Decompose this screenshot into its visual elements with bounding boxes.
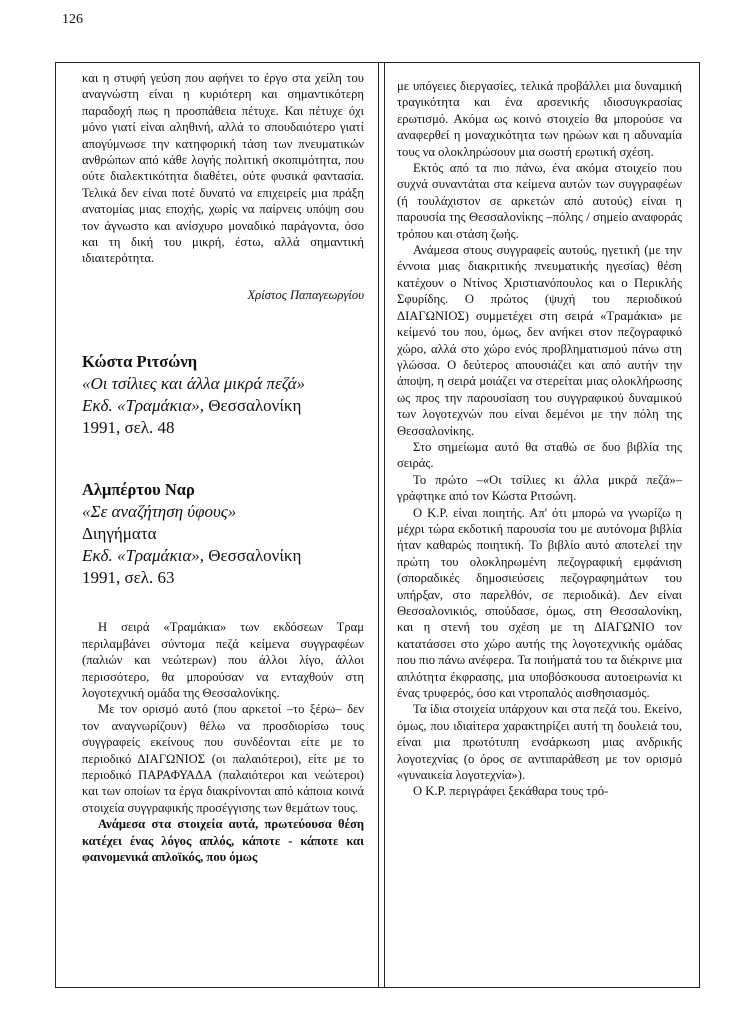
review-signature: Χρίστος Παπαγεωργίου [247, 287, 364, 302]
book-title: «Σε αναζήτηση ύφους» [82, 502, 237, 522]
body-paragraph: Στο σημείωμα αυτό θα σταθώ σε δυο βιβλία της σειράς. [397, 439, 682, 471]
book-publisher [82, 395, 364, 417]
publisher-city: , Θεσσαλονίκη [199, 546, 302, 566]
body-paragraph: Η σειρά «Τραμάκια» των εκδόσεων Τραμ περιλαμβάνει σύντομα πεζά κείμενα συγγραφέων (παλιών και νεώτερων) που άλλοι λίγο, άλλοι περισσότερο, θα μπορούσαν να ενταχθούν στη λογοτεχνική ομάδα της Θεσσαλονίκης. [82, 620, 364, 700]
column-divider-inner [384, 62, 385, 988]
body-paragraph: με υπόγειες διεργασίες, τελικά προβάλλει μια δυναμική τραγικότητα και ένα αρσενικής ιδιοσυγκρασίας ερωτισμό. Ακόμα ως κοινό στοιχείο θα μπορούσε να αναφερθεί η μοναχικότητα των ηρώων και η αδυναμία τους να ολοκληρώσουν μια σωστή ερωτική σχέση. [397, 79, 682, 159]
book-publisher [82, 545, 364, 567]
publisher-name: Εκδ. «Τραμάκια» [82, 546, 200, 566]
body-paragraph: Με τον ορισμό αυτό (που αρκετοί –το ξέρω– δεν τον αναγνωρίζουν) θέλω να προσδιορίσω τους συγγραφείς εκείνους που συνδέονται είτε με το περιοδικό ΔΙΑΓΩΝΙΟΣ (οι παλαιότεροι), είτε με το περιοδικό ΠΑΡΑΦΥΑΔΑ (παλαιότεροι και νεώτεροι) και των οποίων τα έργα διακρίνονται από κάποια κοινά στοιχεία συγγραφικής προσέγγισης των θεμάτων τους. [82, 702, 364, 815]
body-paragraph: Το πρώτο –«Οι τσίλιες κι άλλα μικρά πεζά»– γράφτηκε από τον Κώστα Ριτσώνη. [397, 472, 682, 504]
page-number: 126 [62, 12, 83, 27]
book-author: Κώστα Ριτσώνη [82, 352, 198, 372]
book-title: «Οι τσίλιες και άλλα μικρά πεζά» [82, 374, 306, 394]
book-year-pages: 1991, σελ. 63 [82, 568, 175, 588]
body-paragraph: Ο Κ.Ρ. είναι ποιητής. Απ' ότι μπορώ να γνωρίζω η μέχρι τώρα εκδοτική παρουσία του με αυτόνομα βιβλία ήταν καθαρώς ποιητική. Το βιβλίο αυτό αποτελεί την πρώτη του ολοκληρωμένη πεζογραφική εμφάνιση (σποραδικές δημοσιεύσεις πεζογραφημάτων του υπήρξαν, στο παρελθόν, σε περιοδικά). Δεν είναι Θεσσαλονικιός, σπούδασε, όμως, στη Θεσσαλονίκη, και η στενή του σχέση με τη ΔΙΑΓΩΝΙΟ τον κατατάσσει στο χώρο αυτής της λογοτεχνικής ομάδας που πιο πάνω ανέφερα. Τα ποιήματά του τα διέκρινε μια απλότητα έκφρασης, μια υποβόσκουσα αυτοειρωνία κι ένας τρυφερός, όσο και ντροπαλός αισθησιασμός. [397, 505, 682, 701]
book-genre: Διηγήματα [82, 524, 157, 544]
book-entry-2 [82, 479, 364, 589]
book-author: Αλμπέρτου Ναρ [82, 480, 195, 500]
body-paragraph: Εκτός από τα πιο πάνω, ένα ακόμα στοιχείο που συχνά συναντάται στα κείμενα αυτών των συγγραφέων (ή τουλάχιστον σε αρκετών από αυτούς) είναι η παρουσία της Θεσσαλονίκης –πόλης / σημείο αναφοράς τρόπου και στάση ζωής. [397, 161, 682, 241]
body-paragraph: Τα ίδια στοιχεία υπάρχουν και στα πεζά του. Εκείνο, όμως, που ιδιαίτερα χαρακτηρίζει αυτή τη δουλειά του, είναι μια πρωτότυπη ενσάρκωση μιας ανδρικής λογοτεχνίας (ο όρος σε αντιπαράθεση με τον ορισμό «γυναικεία λογοτεχνία»). [397, 702, 682, 783]
body-paragraph: Ανάμεσα στα στοιχεία αυτά, πρωτεύουσα θέση κατέχει ένας λόγος απλός, κάποτε - κάποτε και φαινομενικά απλοϊκός, που όμως [82, 817, 364, 864]
left-column [82, 70, 364, 865]
body-paragraph: Ο Κ.Ρ. περιγράφει ξεκάθαρα τους τρό- [413, 784, 609, 799]
column-divider [378, 62, 379, 988]
body-paragraph: Ανάμεσα στους συγγραφείς αυτούς, ηγετική (με την έννοια μιας διακριτικής πνευματικής ηγεσίας) θέση κατέχουν ο Ντίνος Χριστιανόπουλος και ο Περικλής Σφυρίδης. Ο πρώτος (ψυχή του περιοδικού ΔΙΑΓΩΝΙΟΣ) συμμετέχει στη σειρά «Τραμάκια» με κείμενό του που, όμως, δεν ανήκει στον πεζογραφικό χώρο, αλλά στο χώρο ενός προβληματισμού πάνω στη γλώσσα. Ο δεύτερος απουσιάζει και από αυτήν την άποψη, η σειρά μοιάζει να στερείται μιας ολοκλήρωσης ως προς την παρουσίαση του συγγραφικού δυναμικού των λογοτεχνών που είναι δεμένοι με την πόλη της Θεσσαλονίκης. [397, 243, 682, 438]
right-column [397, 78, 682, 800]
publisher-city: , Θεσσαλονίκη [199, 396, 302, 416]
book-entry-1 [82, 351, 364, 439]
publisher-name: Εκδ. «Τραμάκια» [82, 396, 200, 416]
book-year-pages: 1991, σελ. 48 [82, 418, 175, 438]
review-body [82, 619, 364, 865]
review-paragraph: και η στυφή γεύση που αφήνει το έργο στα χείλη του αναγνώστη είναι η κυριότερη και σημαντικότερη παραδοχή πως η προσπάθεια πέτυχε. Και πέτυχε όχι μόνο γιατί είναι αληθινή, αλλά το σπουδαιότερο γιατί απογύμνωσε την κατηφορική τάση των πνευματικών ανθρώπων από κάθε λογής πολιτική σκοπιμότητα, που ούτε διαλεκτικότητα διαθέτει, ούτε φυσικά φαντασία. Τελικά δεν είναι ποτέ δυνατό να επιχειρείς μια πράξη ανατομίας μιας εποχής, χωρίς να παίρνεις υπόψη σου τον άγνωστο και ανίσχυρο μοναδικό παράγοντα, όσο και τη δική του μικρή, έστω, αλλά σημαντική ιδιαιτερότητα. [82, 71, 364, 266]
